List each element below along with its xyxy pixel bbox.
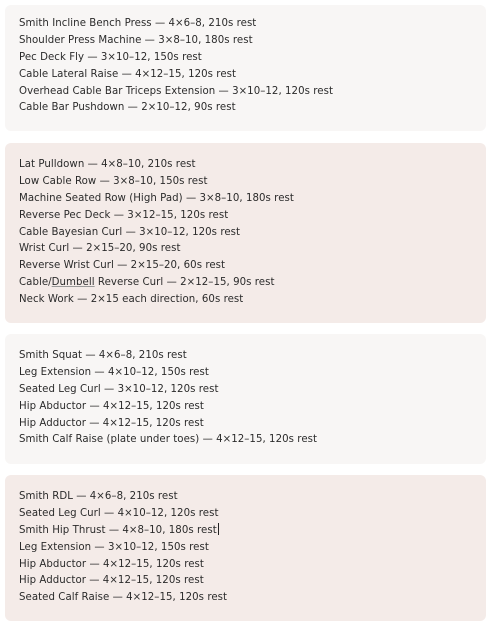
workout-block-1[interactable] [5,5,486,131]
exercise-line[interactable]: Seated Calf Raise — 4×12–15, 120s rest [19,592,228,604]
exercise-line[interactable]: Shoulder Press Machine — 3×8–10, 180s rest [19,34,253,46]
exercise-line[interactable]: Smith Incline Bench Press — 4×6–8, 210s rest [19,18,257,29]
exercise-line-with-caret[interactable] [19,523,486,540]
exercise-line[interactable]: Hip Abductor — 4×12–15, 120s rest [19,400,204,412]
exercise-line[interactable]: Low Cable Row — 3×8–10, 150s rest [19,175,208,187]
exercise-line[interactable]: Smith Squat — 4×6–8, 210s rest [19,350,187,361]
exercise-line[interactable]: Leg Extension — 4×10–12, 150s rest [19,366,209,378]
exercise-line[interactable]: Cable Bar Pushdown — 2×10–12, 90s rest [19,102,236,114]
workout-block-2[interactable] [5,143,486,323]
text-cursor [218,523,219,535]
misspelled-word: Dumbell [51,277,95,289]
exercise-line[interactable]: Wrist Curl — 2×15–20, 90s rest [19,243,181,255]
exercise-line[interactable]: Seated Leg Curl — 4×10–12, 120s rest [19,507,219,519]
exercise-line[interactable]: Hip Abductor — 4×12–15, 120s rest [19,558,204,570]
exercise-line[interactable]: Overhead Cable Bar Triceps Extension — 3×10–12, 120s rest [19,85,334,97]
exercise-line[interactable]: Cable Lateral Raise — 4×12–15, 120s rest [19,68,237,80]
workout-block-3[interactable] [5,334,486,464]
exercise-line[interactable]: Hip Adductor — 4×12–15, 120s rest [19,575,204,587]
exercise-line[interactable]: Leg Extension — 3×10–12, 150s rest [19,541,209,553]
exercise-line[interactable]: Cable Bayesian Curl — 3×10–12, 120s rest [19,226,241,238]
exercise-line[interactable]: Reverse Wrist Curl — 2×15–20, 60s rest [19,260,226,272]
workout-block-4[interactable] [5,475,486,621]
exercise-line[interactable]: Cable/Dumbell Reverse Curl — 2×12–15, 90s rest [19,277,275,289]
exercise-line[interactable]: Smith RDL — 4×6–8, 210s rest [19,491,178,502]
exercise-line[interactable]: Seated Leg Curl — 3×10–12, 120s rest [19,383,219,395]
exercise-line[interactable]: Smith Calf Raise (plate under toes) — 4×12–15, 120s rest [19,434,318,446]
exercise-line[interactable]: Machine Seated Row (High Pad) — 3×8–10, 180s rest [19,192,294,204]
exercise-line[interactable]: Reverse Pec Deck — 3×12–15, 120s rest [19,209,229,221]
exercise-line[interactable]: Lat Pulldown — 4×8–10, 210s rest [19,159,196,170]
exercise-text[interactable]: Smith Hip Thrust — 4×8–10, 180s rest [19,524,217,536]
exercise-line[interactable]: Hip Adductor — 4×12–15, 120s rest [19,417,204,429]
exercise-line[interactable]: Neck Work — 2×15 each direction, 60s rest [19,294,244,306]
exercise-line[interactable]: Pec Deck Fly — 3×10–12, 150s rest [19,51,202,63]
